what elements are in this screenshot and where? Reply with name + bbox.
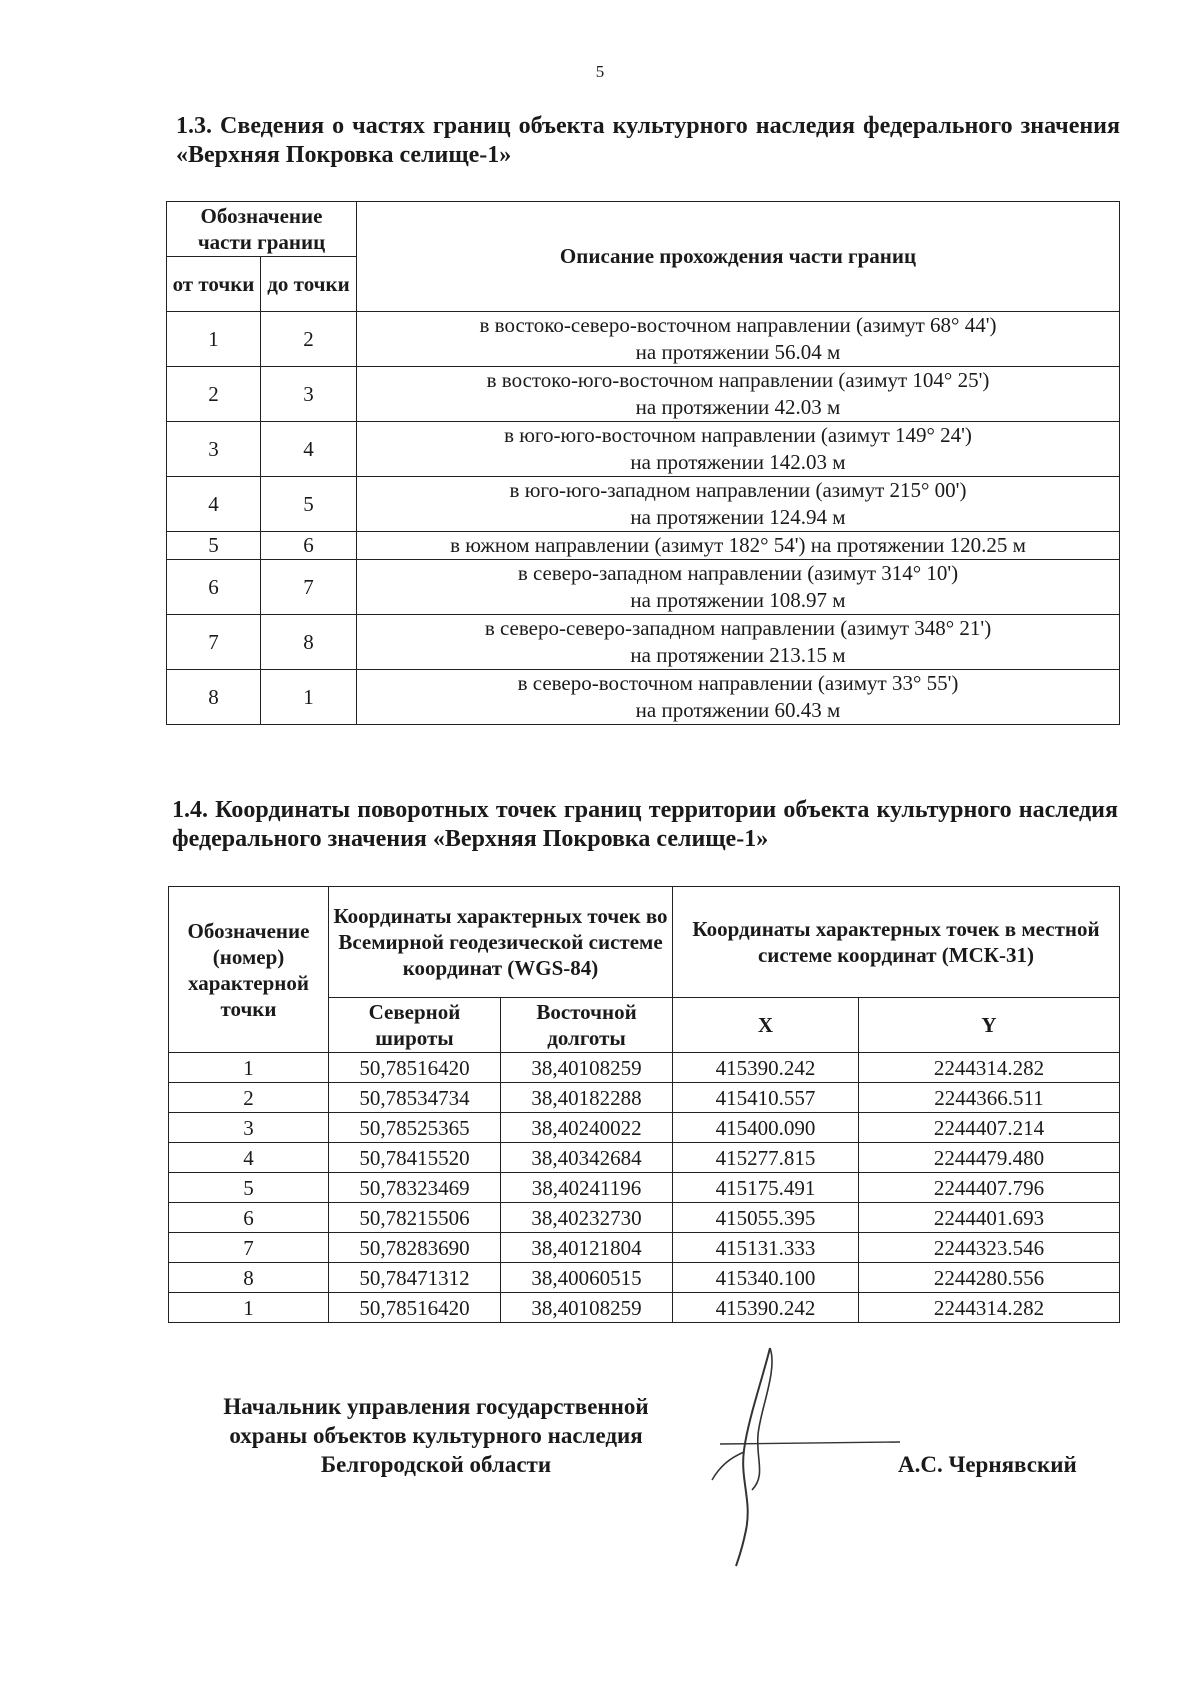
description-line: в северо-западном направлении (азимут 314° 10'): [517, 561, 959, 585]
coordinates-table: [168, 886, 1120, 1323]
x-cell: 415390.242: [673, 1293, 859, 1323]
lon-cell: 38,40121804: [501, 1233, 673, 1263]
description-line: на протяжении 213.15 м: [630, 643, 846, 667]
description-line: в востоко-юго-восточном направлении (азимут 104° 25'): [486, 368, 990, 392]
header-latitude: Северной широты: [329, 998, 501, 1053]
description-cell: [357, 532, 1120, 560]
to-point-cell: 2: [261, 312, 357, 367]
lat-cell: 50,78415520: [329, 1143, 501, 1173]
y-cell: 2244401.693: [859, 1203, 1120, 1233]
signatory-position: [186, 1392, 686, 1479]
table-row: [169, 1053, 1120, 1083]
signatory-position-line: Белгородской области: [320, 1452, 552, 1477]
point-cell: 3: [169, 1113, 329, 1143]
description-cell: [357, 312, 1120, 367]
header-wgs84: Координаты характерных точек во Всемирной геодезической системе координат (WGS-84): [329, 887, 673, 998]
x-cell: 415400.090: [673, 1113, 859, 1143]
table-row: [169, 1263, 1120, 1293]
header-boundary-designation: Обозначение части границ: [167, 202, 357, 257]
table-row: [167, 312, 1120, 367]
description-line: на протяжении 142.03 м: [630, 450, 846, 474]
lat-cell: 50,78516420: [329, 1293, 501, 1323]
header-y: Y: [859, 998, 1120, 1053]
y-cell: 2244314.282: [859, 1293, 1120, 1323]
from-point-cell: 7: [167, 615, 261, 670]
point-cell: 8: [169, 1263, 329, 1293]
header-to-point: до точки: [261, 257, 357, 312]
point-cell: 1: [169, 1053, 329, 1083]
to-point-cell: 1: [261, 670, 357, 725]
table-row: [169, 1083, 1120, 1113]
description-line: на протяжении 56.04 м: [635, 340, 841, 364]
lat-cell: 50,78534734: [329, 1083, 501, 1113]
x-cell: 415055.395: [673, 1203, 859, 1233]
to-point-cell: 8: [261, 615, 357, 670]
table-row: [167, 560, 1120, 615]
description-line: на протяжении 124.94 м: [630, 505, 846, 529]
description-line: в северо-восточном направлении (азимут 33° 55'): [517, 671, 959, 695]
header-description: Описание прохождения части границ: [357, 202, 1120, 312]
to-point-cell: 6: [261, 532, 357, 560]
description-cell: [357, 615, 1120, 670]
point-cell: 6: [169, 1203, 329, 1233]
table-row: [169, 1293, 1120, 1323]
lon-cell: 38,40060515: [501, 1263, 673, 1293]
y-cell: 2244280.556: [859, 1263, 1120, 1293]
to-point-cell: 5: [261, 477, 357, 532]
lon-cell: 38,40108259: [501, 1293, 673, 1323]
description-line: на протяжении 42.03 м: [635, 395, 841, 419]
from-point-cell: 5: [167, 532, 261, 560]
header-x: X: [673, 998, 859, 1053]
lat-cell: 50,78323469: [329, 1173, 501, 1203]
x-cell: 415131.333: [673, 1233, 859, 1263]
header-msk31: Координаты характерных точек в местной системе координат (МСК-31): [673, 887, 1120, 998]
description-cell: [357, 477, 1120, 532]
from-point-cell: 4: [167, 477, 261, 532]
y-cell: 2244366.511: [859, 1083, 1120, 1113]
handwritten-signature: [700, 1340, 920, 1570]
y-cell: 2244407.214: [859, 1113, 1120, 1143]
lon-cell: 38,40182288: [501, 1083, 673, 1113]
table-row: [169, 1113, 1120, 1143]
description-line: на протяжении 108.97 м: [630, 588, 846, 612]
point-cell: 5: [169, 1173, 329, 1203]
x-cell: 415410.557: [673, 1083, 859, 1113]
description-cell: [357, 367, 1120, 422]
table-row: [169, 1173, 1120, 1203]
description-cell: [357, 422, 1120, 477]
lat-cell: 50,78471312: [329, 1263, 501, 1293]
lat-cell: 50,78516420: [329, 1053, 501, 1083]
boundary-parts-table: [166, 201, 1120, 725]
table-row: [167, 670, 1120, 725]
signatory-name: А.С. Чернявский: [898, 1452, 1077, 1477]
from-point-cell: 6: [167, 560, 261, 615]
point-cell: 2: [169, 1083, 329, 1113]
description-cell: [357, 560, 1120, 615]
signatory-position-line: Начальник управления государственной: [223, 1394, 649, 1419]
lat-cell: 50,78215506: [329, 1203, 501, 1233]
header-from-point: от точки: [167, 257, 261, 312]
y-cell: 2244314.282: [859, 1053, 1120, 1083]
from-point-cell: 2: [167, 367, 261, 422]
lon-cell: 38,40240022: [501, 1113, 673, 1143]
x-cell: 415390.242: [673, 1053, 859, 1083]
table-row: [167, 367, 1120, 422]
lon-cell: 38,40108259: [501, 1053, 673, 1083]
point-cell: 1: [169, 1293, 329, 1323]
y-cell: 2244407.796: [859, 1173, 1120, 1203]
header-longitude: Восточной долготы: [501, 998, 673, 1053]
table-row: [169, 1233, 1120, 1263]
signatory-position-line: охраны объектов культурного наследия: [229, 1423, 643, 1448]
table-row: [167, 532, 1120, 560]
point-cell: 4: [169, 1143, 329, 1173]
to-point-cell: 7: [261, 560, 357, 615]
to-point-cell: 4: [261, 422, 357, 477]
x-cell: 415340.100: [673, 1263, 859, 1293]
table-row: [167, 477, 1120, 532]
section-1-4-title: 1.4. Координаты поворотных точек границ территории объекта культурного наследия федерального значения «Верхняя Покровка селище-1»: [172, 797, 1118, 852]
x-cell: 415175.491: [673, 1173, 859, 1203]
section-1-3-title: 1.3. Сведения о частях границ объекта культурного наследия федерального значения «Верхняя Покровка селище-1»: [176, 113, 1120, 168]
from-point-cell: 3: [167, 422, 261, 477]
lat-cell: 50,78283690: [329, 1233, 501, 1263]
description-cell: [357, 670, 1120, 725]
description-line: в юго-юго-восточном направлении (азимут 149° 24'): [504, 423, 972, 447]
page-number: 5: [595, 62, 605, 81]
point-cell: 7: [169, 1233, 329, 1263]
table-row: [169, 1203, 1120, 1233]
description-line: в северо-северо-западном направлении (азимут 348° 21'): [484, 616, 992, 640]
description-line: в юго-юго-западном направлении (азимут 215° 00'): [509, 478, 967, 502]
lon-cell: 38,40241196: [501, 1173, 673, 1203]
description-line: в востоко-северо-восточном направлении (азимут 68° 44'): [479, 313, 997, 337]
lat-cell: 50,78525365: [329, 1113, 501, 1143]
to-point-cell: 3: [261, 367, 357, 422]
from-point-cell: 1: [167, 312, 261, 367]
from-point-cell: 8: [167, 670, 261, 725]
lon-cell: 38,40232730: [501, 1203, 673, 1233]
header-point-designation: Обозначение (номер) характерной точки: [169, 887, 329, 1053]
y-cell: 2244323.546: [859, 1233, 1120, 1263]
y-cell: 2244479.480: [859, 1143, 1120, 1173]
table-row: [167, 422, 1120, 477]
table-row: [167, 615, 1120, 670]
lon-cell: 38,40342684: [501, 1143, 673, 1173]
description-line: в южном направлении (азимут 182° 54') на протяжении 120.25 м: [450, 533, 1026, 557]
table-row: [169, 1143, 1120, 1173]
description-line: на протяжении 60.43 м: [635, 698, 841, 722]
x-cell: 415277.815: [673, 1143, 859, 1173]
